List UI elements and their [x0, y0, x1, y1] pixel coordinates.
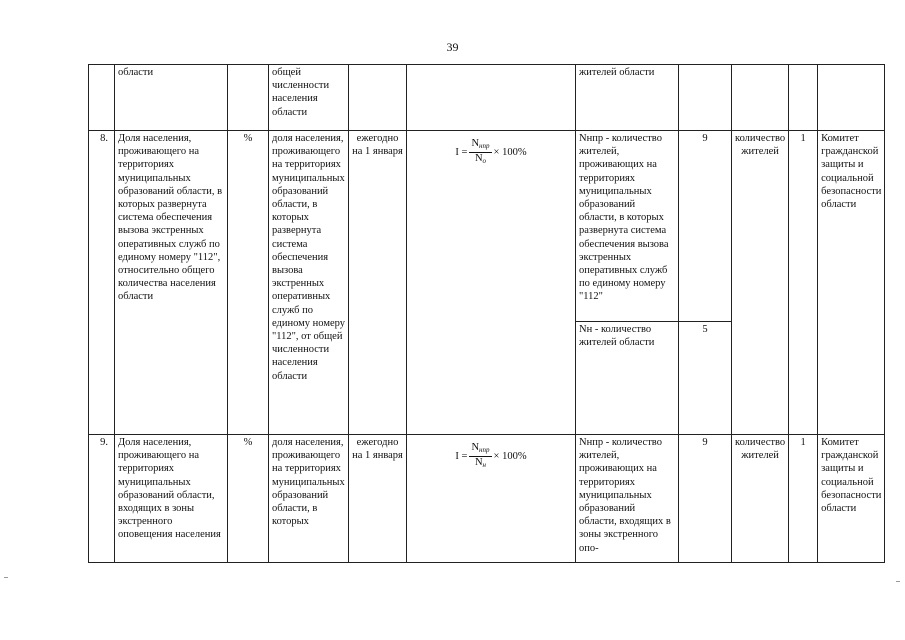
- variable-cell: жителей области: [576, 65, 679, 131]
- variable-cell: Nнпр - количество жителей, проживающих на территориях муниципальных образований области, входящих в зоны экстренного опо-: [576, 435, 679, 563]
- source-cell: 9: [679, 131, 732, 322]
- formula-numerator: N: [471, 442, 480, 453]
- unit-cell: %: [228, 131, 269, 435]
- formula: [410, 442, 572, 471]
- unit2-cell: количество жителей: [732, 435, 789, 563]
- table-row: [89, 131, 885, 322]
- frequency-cell: [349, 65, 407, 131]
- formula-denominator: N: [474, 153, 483, 164]
- row-number: [89, 65, 115, 131]
- indicator-table: [88, 64, 885, 563]
- page-number: 39: [446, 40, 459, 54]
- formula-tail: × 100%: [493, 146, 527, 158]
- formula-cell: [407, 65, 576, 131]
- definition-cell: доля населения, проживающего на территориях муниципальных образований области, в которых развернута система обеспечения вызова экстренных оперативных служб по единому номеру "112", от общей численности населения области: [269, 131, 349, 435]
- formula-denominator-sub: н: [482, 461, 487, 469]
- source-cell: 5: [679, 322, 732, 435]
- value-cell: [789, 65, 818, 131]
- formula-fraction: [469, 442, 491, 471]
- value-cell: 1: [789, 131, 818, 435]
- unit-cell: [228, 65, 269, 131]
- formula-fraction: [469, 138, 491, 167]
- definition-cell: доля населения, проживающего на территориях муниципальных образований области, в которых: [269, 435, 349, 563]
- formula-cell: [407, 435, 576, 563]
- formula-cell: [407, 131, 576, 435]
- responsible-cell: [818, 65, 885, 131]
- source-cell: [679, 65, 732, 131]
- table-row: [89, 65, 885, 131]
- formula-numerator: N: [471, 138, 480, 149]
- indicator-name: Доля населения, проживающего на территориях муниципальных образований области, в которых развернута система обеспечения вызова экстренных оперативных служб по единому номеру "112", относительно общего количества населения области: [115, 131, 228, 435]
- responsible-cell: Комитет гражданской защиты и социальной безопасности области: [818, 435, 885, 563]
- frequency-cell: ежегодно на 1 января: [349, 435, 407, 563]
- indicator-name: Доля населения, проживающего на территориях муниципальных образований области, входящих в зоны экстренного оповещения населения: [115, 435, 228, 563]
- variable-cell: Nн - количество жителей области: [576, 322, 679, 435]
- scan-edge-mark: [4, 577, 8, 578]
- responsible-cell: Комитет гражданской защиты и социальной безопасности области: [818, 131, 885, 435]
- unit-cell: %: [228, 435, 269, 563]
- unit2-cell: [732, 65, 789, 131]
- indicator-name: области: [115, 65, 228, 131]
- formula: [410, 138, 572, 167]
- unit2-cell: количество жителей: [732, 131, 789, 435]
- formula-numerator-sub: нпр: [479, 142, 490, 150]
- formula-lhs: I =: [455, 450, 468, 462]
- scan-edge-mark: [896, 581, 900, 582]
- table-row: [89, 435, 885, 563]
- value-cell: 1: [789, 435, 818, 563]
- source-cell: 9: [679, 435, 732, 563]
- frequency-cell: ежегодно на 1 января: [349, 131, 407, 435]
- formula-denominator-sub: о: [482, 157, 487, 165]
- formula-lhs: I =: [455, 146, 468, 158]
- variable-cell: Nнпр - количество жителей, проживающих на территориях муниципальных образований области, в которых развернута система обеспечения вызова экстренных оперативных служб по единому номеру "112": [576, 131, 679, 322]
- formula-numerator-sub: нпр: [479, 446, 490, 454]
- formula-denominator: N: [474, 457, 483, 468]
- formula-tail: × 100%: [493, 450, 527, 462]
- row-number: 9.: [89, 435, 115, 563]
- row-number: 8.: [89, 131, 115, 435]
- definition-cell: общей численности населения области: [269, 65, 349, 131]
